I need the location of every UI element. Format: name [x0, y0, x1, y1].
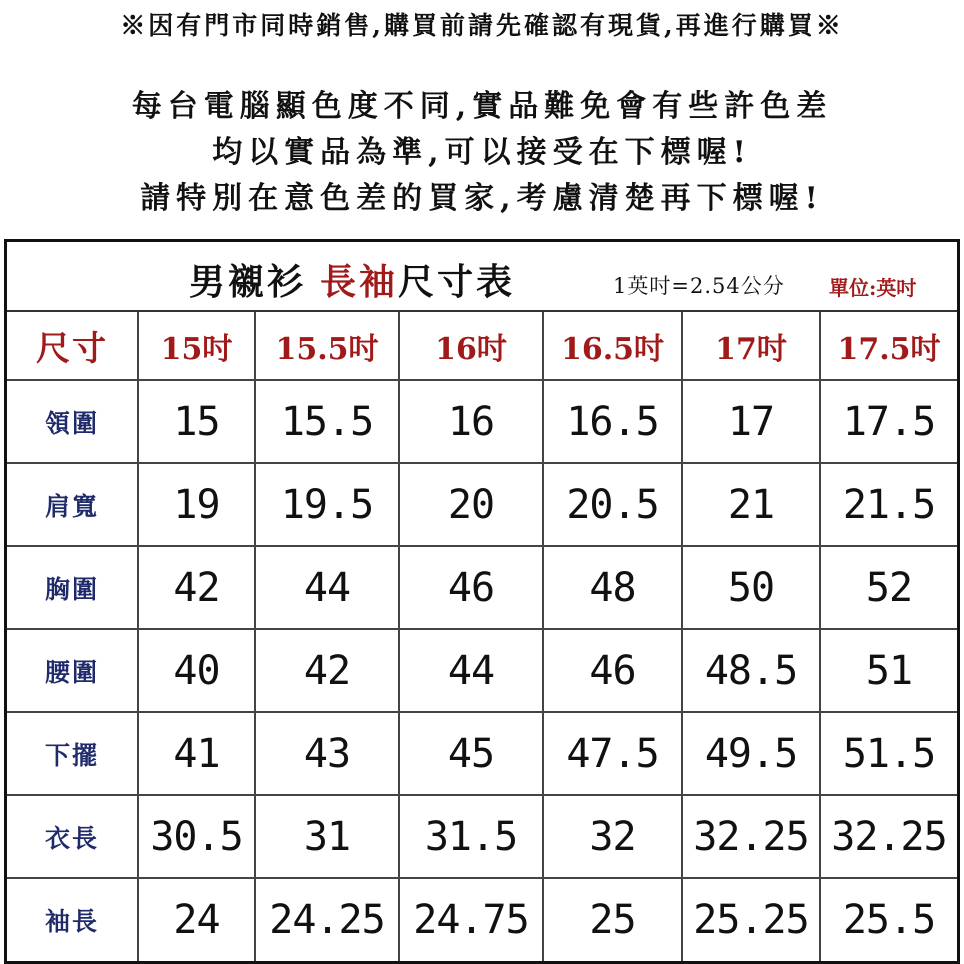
- measurement-value: 25: [543, 878, 682, 961]
- measurement-row: [7, 546, 957, 629]
- measurement-value: 49.5: [682, 712, 820, 795]
- measurement-value: 20: [399, 463, 543, 546]
- measurement-value: 19.5: [255, 463, 399, 546]
- measurement-row: [7, 380, 957, 463]
- measurement-row: [7, 712, 957, 795]
- store-notice: ※因有門市同時銷售,購買前請先確認有現貨,再進行購買※: [120, 11, 844, 40]
- measurement-value: 48: [543, 546, 682, 629]
- measurement-value: 15: [138, 380, 255, 463]
- measurement-value: 51: [820, 629, 957, 712]
- measurement-value: 32: [543, 795, 682, 878]
- measurement-value: 17: [682, 380, 820, 463]
- unit-label: 單位:英吋: [829, 276, 917, 300]
- measurement-value: 32.25: [820, 795, 957, 878]
- measurement-row: [7, 878, 957, 961]
- measurement-value: 21.5: [820, 463, 957, 546]
- measurement-value: 50: [682, 546, 820, 629]
- measurement-value: 17.5: [820, 380, 957, 463]
- measurement-row: [7, 629, 957, 712]
- measurement-value: 24: [138, 878, 255, 961]
- size-header: 15吋: [138, 312, 255, 380]
- size-header-row: [7, 312, 957, 380]
- size-header: 15.5吋: [255, 312, 399, 380]
- measurement-value: 42: [138, 546, 255, 629]
- size-table: [7, 312, 957, 961]
- measurement-label: 領圍: [7, 380, 138, 463]
- measurement-value: 40: [138, 629, 255, 712]
- title-highlight: 長袖: [320, 261, 399, 303]
- measurement-value: 15.5: [255, 380, 399, 463]
- measurement-value: 20.5: [543, 463, 682, 546]
- measurement-value: 30.5: [138, 795, 255, 878]
- size-corner-label: 尺寸: [7, 312, 138, 380]
- measurement-value: 25.5: [820, 878, 957, 961]
- measurement-value: 44: [255, 546, 399, 629]
- measurement-label: 肩寬: [7, 463, 138, 546]
- size-header: 16.5吋: [543, 312, 682, 380]
- measurement-value: 24.75: [399, 878, 543, 961]
- measurement-value: 48.5: [682, 629, 820, 712]
- disclaimer-line-3: 請特別在意色差的買家,考慮清楚再下標喔!: [140, 181, 824, 216]
- size-header: 17.5吋: [820, 312, 957, 380]
- disclaimer-line-1: 每台電腦顯色度不同,實品難免會有些許色差: [131, 89, 833, 124]
- disclaimer-line-2: 均以實品為準,可以接受在下標喔!: [212, 135, 752, 170]
- measurement-value: 52: [820, 546, 957, 629]
- title-suffix: 尺寸表: [398, 261, 516, 303]
- measurement-value: 47.5: [543, 712, 682, 795]
- measurement-row: [7, 795, 957, 878]
- measurement-value: 43: [255, 712, 399, 795]
- measurement-value: 16: [399, 380, 543, 463]
- measurement-value: 51.5: [820, 712, 957, 795]
- title-prefix: 男襯衫: [189, 261, 307, 303]
- measurement-value: 21: [682, 463, 820, 546]
- inch-conversion-note: 1英吋=2.54公分: [613, 274, 785, 298]
- measurement-value: 32.25: [682, 795, 820, 878]
- size-chart: [4, 239, 960, 964]
- measurement-value: 25.25: [682, 878, 820, 961]
- measurement-label: 胸圍: [7, 546, 138, 629]
- color-disclaimer: [0, 84, 964, 222]
- measurement-value: 24.25: [255, 878, 399, 961]
- measurement-value: 46: [543, 629, 682, 712]
- measurement-label: 腰圍: [7, 629, 138, 712]
- measurement-label: 衣長: [7, 795, 138, 878]
- size-header: 16吋: [399, 312, 543, 380]
- measurement-value: 31.5: [399, 795, 543, 878]
- measurement-label: 下擺: [7, 712, 138, 795]
- measurement-value: 31: [255, 795, 399, 878]
- size-chart-title: [189, 254, 515, 305]
- size-header: 17吋: [682, 312, 820, 380]
- size-chart-title-row: [7, 242, 957, 312]
- measurement-value: 16.5: [543, 380, 682, 463]
- measurement-value: 42: [255, 629, 399, 712]
- measurement-value: 44: [399, 629, 543, 712]
- measurement-value: 19: [138, 463, 255, 546]
- measurement-value: 41: [138, 712, 255, 795]
- measurement-label: 袖長: [7, 878, 138, 961]
- measurement-value: 45: [399, 712, 543, 795]
- measurement-row: [7, 463, 957, 546]
- measurement-value: 46: [399, 546, 543, 629]
